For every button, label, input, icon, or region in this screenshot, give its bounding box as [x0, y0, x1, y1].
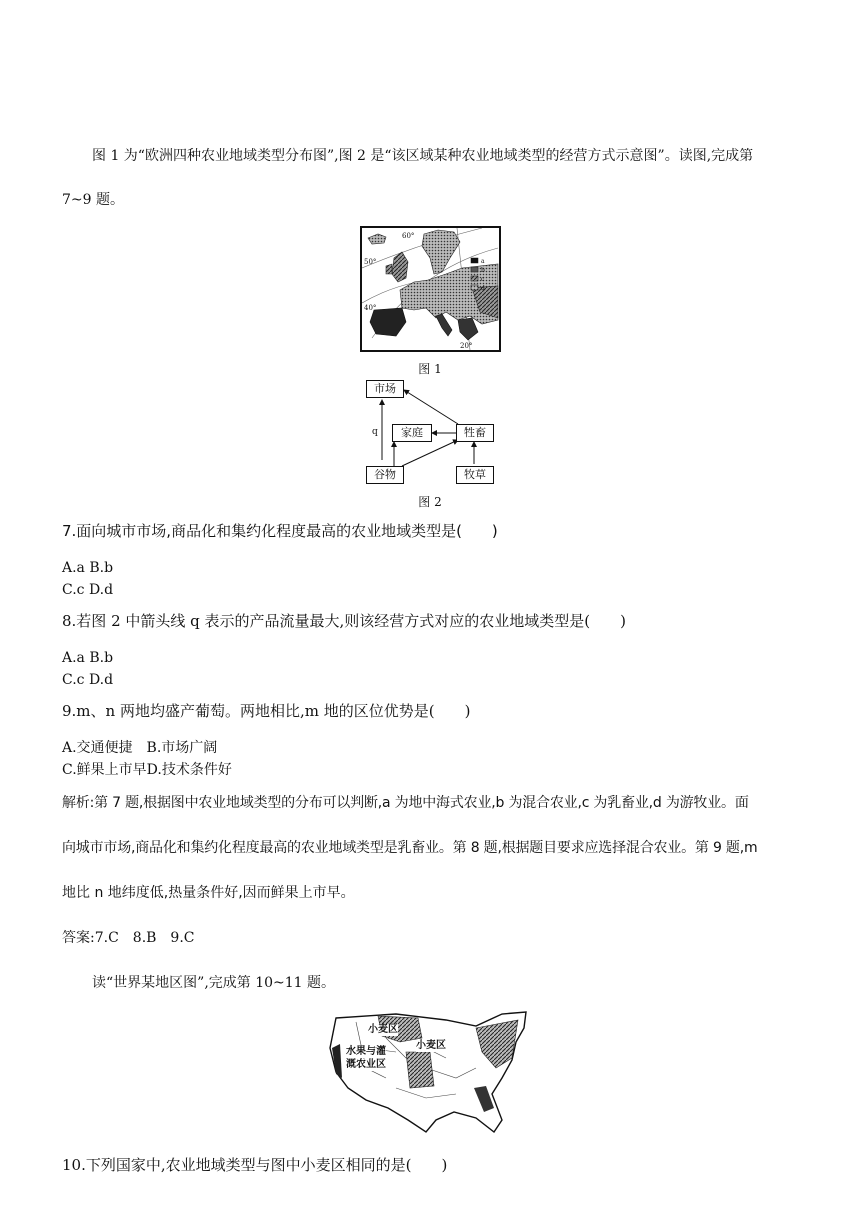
lat-40-label: 40°: [364, 304, 377, 312]
question-8-options-cd: C.c D.d: [62, 672, 114, 688]
europe-map-drawing: [362, 228, 499, 350]
node-pasture: 牧草: [456, 466, 494, 484]
question-9-stem: 9.m、n 两地均盛产葡萄。两地相比,m 地的区位优势是( ): [62, 702, 471, 720]
us-map-drawing: [326, 1008, 532, 1138]
legend-c: c: [481, 276, 485, 283]
analysis-line-1: 解析:第 7 题,根据图中农业地域类型的分布可以判断,a 为地中海式农业,b 为混合农业,c 为乳畜业,d 为游牧业。面: [62, 795, 749, 811]
lat-60-label: 60°: [402, 232, 415, 240]
lat-50-label: 50°: [364, 258, 377, 266]
lon-20-label: 20°: [460, 342, 473, 350]
question-9-options-cd: C.鲜果上市早D.技术条件好: [62, 762, 232, 778]
fruit-region-label-1: 水果与灌: [346, 1046, 386, 1057]
fruit-region-label-2: 溉农业区: [346, 1059, 386, 1070]
farming-flow-diagram: [360, 378, 500, 488]
node-grain: 谷物: [366, 466, 404, 484]
question-9-options-ab: A.交通便捷 B.市场广阔: [62, 740, 218, 756]
wheat-region-label-1: 小麦区: [368, 1024, 398, 1035]
answer-line: 答案:7.C 8.B 9.C: [62, 930, 195, 946]
question-7-options-cd: C.c D.d: [62, 582, 114, 598]
europe-agriculture-map: [360, 226, 501, 352]
question-8-stem: 8.若图 2 中箭头线 q 表示的产品流量最大,则该经营方式对应的农业地域类型是( ): [62, 612, 627, 630]
node-family: 家庭: [392, 424, 432, 442]
question-10-stem: 10.下列国家中,农业地域类型与图中小麦区相同的是( ): [62, 1156, 448, 1174]
legend-a: a: [481, 258, 485, 265]
us-agriculture-map: [326, 1008, 532, 1138]
node-market: 市场: [366, 380, 404, 398]
intro-paragraph-2: 读“世界某地区图”,完成第 10~11 题。: [92, 975, 336, 991]
node-livestock: 牲畜: [456, 424, 494, 442]
analysis-line-2: 向城市市场,商品化和集约化程度最高的农业地域类型是乳畜业。第 8 题,根据题目要求应选择混合农业。第 9 题,m: [62, 840, 758, 856]
legend-b: b: [481, 267, 485, 274]
question-8-options-ab: A.a B.b: [62, 650, 114, 666]
legend-d: d: [481, 285, 485, 292]
figure1-caption: 图 1: [418, 362, 442, 376]
intro-paragraph: 图 1 为“欧洲四种农业地域类型分布图”,图 2 是“该区域某种农业地域类型的经营方式示意图”。读图,完成第: [92, 148, 754, 164]
wheat-region-label-2: 小麦区: [416, 1040, 446, 1051]
question-7-options-ab: A.a B.b: [62, 560, 114, 576]
analysis-line-3: 地比 n 地纬度低,热量条件好,因而鲜果上市早。: [62, 885, 355, 901]
figure2-caption: 图 2: [418, 495, 442, 509]
q-arrow-label: q: [372, 427, 378, 437]
intro-paragraph-cont: 7~9 题。: [62, 192, 124, 208]
question-7-stem: 7.面向城市市场,商品化和集约化程度最高的农业地域类型是( ): [62, 522, 498, 540]
